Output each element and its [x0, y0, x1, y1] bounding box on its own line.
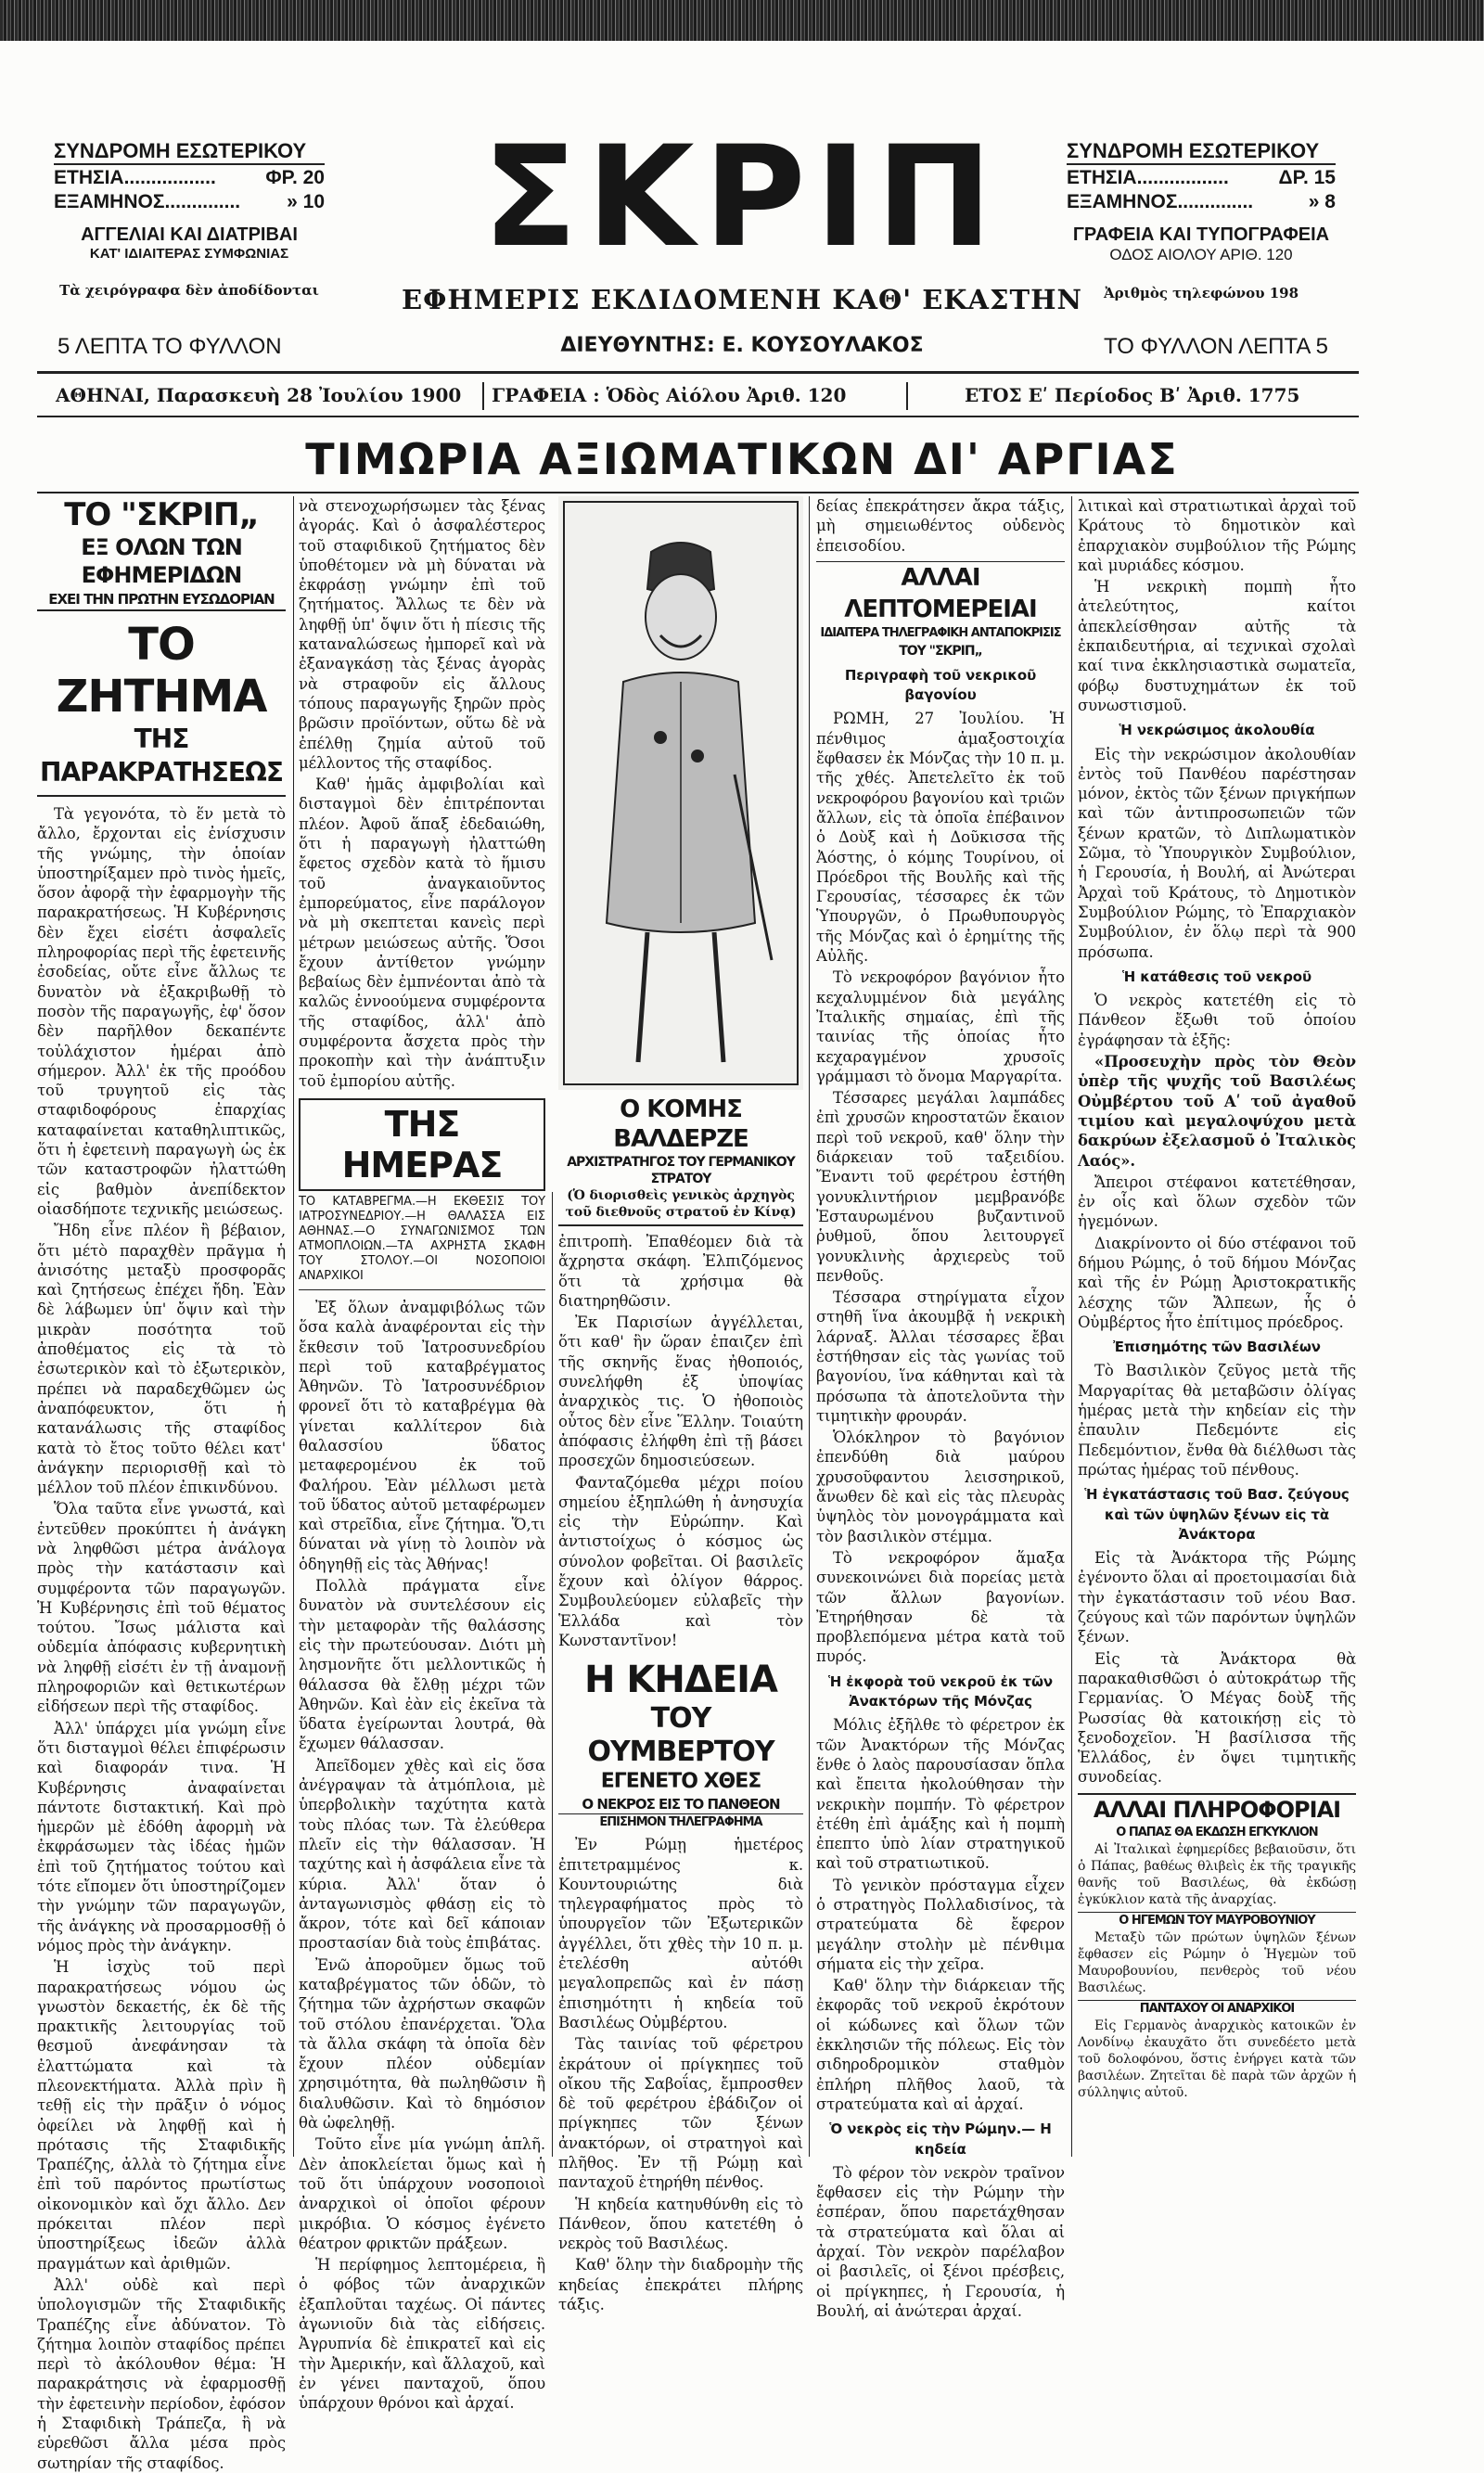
paragraph: Τὸ νεκροφόρον βαγόνιον ἦτο κεχαλυμμένον διὰ μεγάλης Ἰταλικῆς σημαίας, ἐπὶ τῆς ταινίας τῆς ὁποίας ἦτο κεχαραγμένον χρυσοῖς γράμμασι τὸ ὄνομα Μαργαρίτα.	[816, 968, 1065, 1085]
portrait-illustration	[558, 496, 803, 1090]
section-title: ΑΛΛΑΙ ΛΕΠΤΟΜΕΡΕΙΑΙ	[816, 561, 1065, 625]
column-1	[37, 496, 286, 2472]
paragraph: Ἤδη εἶνε πλέον ἢ βέβαιον, ὅτι μέτὸ παραχθὲν πρᾶγμα ἡ ἀνισότης μεταξὺ προσφορᾶς καὶ ζητήσεως ἐπέχει ἤδη. Ἐὰν δὲ λάβωμεν ὑπ' ὄψιν καὶ τὴν μικρὰν ποσότητα τοῦ ἀποθέματος εἰς τὰ τὸ ἐσωτερικὸν καὶ τὸ ἐξωτερικὸν, πρέπει νὰ παραδεχθῶμεν ὡς ἀναπόφευκτον, ὅτι ἡ κατανάλωσις τῆς σταφίδος κατὰ τὸ ἔτος τοῦτο θέλει κατ' ἀνάγκην περιορισθῇ καὶ τὸ μέλλον τοῦ πλέον ἐπικινδύνου.	[37, 1222, 286, 1497]
paragraph: Ἀλλ' οὐδὲ καὶ περὶ ὑπολογισμῶν τῆς Σταφιδικῆς Τραπέζης εἶνε ἀδύνατον. Τὸ ζήτημα λοιπὸν σταφίδος πρέπει περὶ τὸ ἀκόλουθον θέμα: Ἡ παρακράτησις νὰ ἐφαρμοσθῇ τὴν ἐφετεινὴν περίοδον, ἐφόσον ἡ Σταφιδικὴ Τράπεζα, ἢ νὰ εὑρεθῶσι ἄλλα μέσα πρὸς σωτηρίαν τῆς σταφίδος.	[37, 2275, 286, 2472]
kicker-subtitle: ΕΞ ΟΛΩΝ ΤΩΝ ΕΦΗΜΕΡΙΔΩΝ	[81, 534, 242, 588]
paragraph: Ἡ περίφημος λεπτομέρεια, ἢ ὁ φόβος τῶν ἀναρχικῶν ἐξαπλοῦται ταχέως. Οἱ πάντες ἀγωνιοῦν διὰ τὰς εἰδήσεις. Ἀγρυπνία δὲ ἐπικρατεῖ καὶ εἰς τὴν Ἀμερικήν, καὶ ἄλλαχοῦ, καὶ ἐν γένει πανταχοῦ, ὅπου ὑπάρχουν θρόνοι καὶ ἀρχαί.	[299, 2256, 545, 2413]
subhead: Ἡ νεκρώσιμος ἀκολουθία	[1119, 722, 1315, 739]
paragraph: ΡΩΜΗ, 27 Ἰουλίου. Ἡ πένθιμος ἁμαξοστοιχία ἔφθασεν ἐκ Μόνζας τὴν 10 π. μ. τῆς χθές. Ἀπετελεῖτο ἐκ τοῦ νεκροφόρου βαγονίου καὶ τριῶν ἄλλων, εἰς τὰ ὁποῖα ἐπέβαινον ὁ Δοὺξ καὶ ἡ Δοῦκισσα τῆς Ἀόστης, ὁ κόμης Τουρίνου, οἱ Πρόεδροι τῆς Βουλῆς καὶ τῆς Γερουσίας, τέσσαρες ἐκ τῶν Ὑπουργῶν, ὁ Πρωθυπουργὸς τῆς Μόνζας καὶ ὁ ἐρημίτης τῆς Αὐλῆς.	[816, 710, 1065, 966]
dateline	[37, 382, 1359, 414]
address-line: ΟΔΟΣ ΑΙΟΛΟΥ ΑΡΙΘ. 120	[1109, 246, 1293, 263]
paragraph: Ὁλόκληρον τὸ βαγόνιον ἐπενδύθη διὰ μαύρου χρυσοῦφαντου λεισσηρικοῦ, ἄνωθεν δὲ καὶ εἰς τὰς πλευρὰς ὑψηλὸς τὸν μονογράμματα καὶ τὸν βασιλικὸν στέμμα.	[816, 1429, 1065, 1545]
paragraph: Μεταξὺ τῶν πρώτων ὑψηλῶν ξένων ἔφθασεν εἰς Ρώμην ὁ Ἡγεμὼν τοῦ Μαυροβουνίου, πενθερὸς τοῦ νέου Βασιλέως.	[1078, 1929, 1356, 1995]
manuscripts-note: Τὰ χειρόγραφα δὲν ἀποδίδονται	[59, 282, 319, 299]
subscription-row: ΕΞΑΜΗΝΟΣ.............. » 8	[1067, 191, 1336, 212]
funeral-title-5: ΕΠΙΣΗΜΟΝ ΤΗΛΕΓΡΑΦΗΜΑ	[599, 1815, 762, 1830]
paragraph: Τέσσαρες μεγάλαι λαμπάδες ἐπὶ χρυσῶν κηροστατῶν ἔκαιον περὶ τοῦ νεκροῦ, καθ' ὅλην τὴν διάρκειαν τοῦ ταξειδίου. Ἔναντι τοῦ φερέτρου ἐστήθη γονυκλιντήριον μεμβρανόβε Ἐσταυρωμένου βυζαντινοῦ ῥυθμοῦ, ὅπου λειτουργεῖ γονυκλινὴς ἀρχιερεὺς τοῦ πενθοῦς.	[816, 1089, 1065, 1285]
paragraph: Ἐκ Παρισίων ἀγγέλλεται, ὅτι καθ' ἣν ὥραν ἐπαιζεν ἐπὶ τῆς σκηνῆς ἕνας ἠθοποιός, συνελήφθη ἐξ ὑποψίας ἀναρχικὸς τις. Ὁ ἠθοποιὸς οὗτος δὲν εἶνε Ἕλλην. Τοιαύτη ἀπόφασις ἐλήφθη ἐπὶ τῇ βάσει προσεχῶν δημοσιεύσεων.	[558, 1313, 803, 1470]
paragraph: Καθ' ἡμᾶς ἀμφιβολίαι καὶ δισταγμοὶ δὲν ἐπιτρέπονται πλέον. Ἀφοῦ ἅπαξ ἐδεδαιώθη, ὅτι ἡ παραγωγὴ ἠλαττώθη ἔφετος σχεδὸν κατὰ τὸ ἥμισυ τοῦ ἀναγκαιοῦντος ἐμπορεύματος, εἶνε παράλογον νὰ μὴ σκεπτεται κανεὶς περὶ μέτρων μειώσεως αὐτῆς. Ὅσοι ἔχουν ἀντίθετον γνώμην βεβαίως δὲν ἐμπνέονται ἀπὸ τὰ καλῶς ἐννοούμενα συμφέροντα τῆς σταφίδος, ἀλλ' ἀπὸ συμφέροντα ἄσχετα πρὸς τὴν προκοπὴν καὶ τὴν ἀνάπτυξιν τοῦ ἐμπορίου αὐτῆς.	[299, 775, 545, 1090]
subhead: Ἡ ἐκφορὰ τοῦ νεκροῦ ἐκ τῶν Ἀνακτόρων τῆς Μόνζας	[827, 1672, 1054, 1711]
paragraph: Εἰς τὰ Ἀνάκτορα θὰ παρακαθισθῶσι ὁ αὐτοκράτωρ τῆς Γερμανίας. Ὁ Μέγας δοὺξ τῆς Ρωσσίας θὰ κατοικήσῃ εἰς τὸ ξενοδοχεῖον. Ἡ βασίλισσα τῆς Ἑλλάδος, ἐν ὄψει τιμητικῆς συνοδείας.	[1078, 1649, 1356, 1787]
paragraph: Ἀλλ' ὑπάρχει μία γνώμη εἶνε ὅτι δισταγμοὶ θέλει ἐπιφέρωσιν καὶ διαφοράν τινα. Ἡ Κυβέρνησις ἀναφαίνεται πάντοτε διστακτική. Καὶ πρὸ ἡμερῶν μὲ ἐδόθη ἀφορμὴ νὰ ἐκφράσωμεν τὰς ἰδέας ἡμῶν ἐπὶ τοῦ ζητήματος τούτου καὶ τότε εἴπομεν ὅτι ὑποστηρίζομεν τὴν γνώμην τῶν παραγωγῶν, τῆς ἀνάγκης νὰ προσαρμοσθῇ ὁ νόμος πρὸς τὴν ἀνάγκην.	[37, 1719, 286, 1954]
general-portrait-image	[558, 496, 803, 1090]
column-4	[816, 496, 1065, 2320]
paragraph: Ἐνῶ ἀποροῦμεν ὅμως τοῦ καταβρέγματος τῶν ὁδῶν, τὸ ζήτημα τῶν ἀχρήστων σκαφῶν τοῦ στόλου ἐπανέρχεται. Ὅλα τὰ ἄλλα σκάφη τὰ ὁποῖα δὲν ἔχουν πλέον οὐδεμίαν χρησιμότητα, θὰ πωληθῶσιν ἢ διαλυθῶσιν. Καὶ τὸ δημόσιον θὰ ὠφεληθῇ.	[299, 1955, 545, 2133]
paragraph: Τὸ Βασιλικὸν ζεῦγος μετὰ τῆς Μαργαρίτας θὰ μεταβῶσιν ὀλίγας ἡμέρας μετὰ τὴν κηδείαν εἰς τὴν ἐπαυλιν Πεδεμόντε εἰς Πεδεμόντιον, ἔνθα θὰ διέλθωσι τὰς πρώτας ἡμέρας τοῦ πένθους.	[1078, 1362, 1356, 1479]
funeral-title-4: Ο ΝΕΚΡΟΣ ΕΙΣ ΤΟ ΠΑΝΘΕΟΝ	[558, 1795, 803, 1814]
dateline-date: ΑΘΗΝΑΙ, Παρασκευὴ 28 Ἰουλίου 1900	[56, 384, 462, 406]
paragraph: Τὰ γεγονότα, τὸ ἕν μετὰ τὸ ἄλλο, ἔρχονται εἰς ἐνίσχυσιν τῆς γνώμης, τὴν ὁποίαν ὑποστηρίξαμεν πρὸ τινὸς ἡμεῖς, ὅσον ἀφορᾷ τὴν ἐφαρμογὴν τῆς παρακρατήσεως. Ἡ Κυβέρνησις δὲν ἔχει εἰσέτι ἀσφαλεῖς πληροφορίας περὶ τῆς ἐφετεινῆς ἐσοδείας, οὔτε εἶνε ἄλλως τε δυνατὸν νὰ ἐξακριβωθῇ τὸ ποσὸν τῆς παραγωγῆς, ἐφ' ὅσον δὲν παρῆλθον δεκαπέντε τοὐλάχιστον ἡμέραι ἀπὸ σήμερον. Ἀλλ' ἐκ τῆς προόδου τοῦ τρυγητοῦ εἰς τὰς σταφιδοφόρους ἐπαρχίας καταφαίνεται καταθηλιπτικῶς, ὅτι ἡ ἐφετεινὴ παραγωγὴ ὡς ἐκ τῶν καταστροφῶν ἠλαττώθη εἰς βαθμὸν ἀνεπίδεκτον οἱασδήποτε τεχνικῆς μειώσεως.	[37, 805, 286, 1218]
paragraph: «Προσευχὴν πρὸς τὸν Θεὸν ὑπὲρ τῆς ψυχῆς τοῦ Βασιλέως Οὐμβέρτου τοῦ Αʹ τοῦ ἀγαθοῦ τιμίου καὶ μεγαλοψύχου μετὰ δακρύων ἐξελασμοῦ ὁ Ἰταλικὸς Λαός».	[1078, 1053, 1356, 1170]
dateline-offices: ΓΡΑΦΕΙΑ : Ὁδὸς Αἰόλου Ἀριθ. 120	[492, 384, 847, 406]
paragraph: Ἡ κηδεία κατηυθύνθη εἰς τὸ Πάνθεον, ὅπου κατετέθη ὁ νεκρὸς τοῦ Βασιλέως.	[558, 2195, 803, 2253]
paragraph: Τὸ νεκροφόρον ἅμαξα συνεκοινώνει διὰ πορείας μετὰ τῶν ἄλλων βαγονίων. Ἐτηρήθησαν δὲ τὰ προβλεπόμενα μέτρα κατὰ τοῦ πυρός.	[816, 1548, 1065, 1666]
funeral-title-3: ΕΓΕΝΕΤΟ ΧΘΕΣ	[600, 1770, 761, 1794]
paragraph: Εἰς τὴν νεκρώσιμον ἀκολουθίαν ἐντὸς τοῦ Πανθέου παρέστησαν μόνον, ἐκτὸς τῶν ξένων πριγκήπων καὶ τῶν ἀντιπροσωπειῶν τῶν ξένων κρατῶν, τὸ Διπλωματικὸν Σῶμα, τὸ Ὑπουργικὸν Συμβούλιον, ἡ Γερουσία, ἡ Βουλή, αἱ Ἀνώτεραι Ἀρχαὶ τοῦ Κράτους, τὸ Δημοτικὸν Συμβούλιον Ρώμης, τὸ Ἐπαρχιακὸν Συμβούλιον, ἐν ὅλῳ περὶ τὰ 900 πρόσωπα.	[1078, 745, 1356, 961]
column-rule	[293, 496, 294, 2157]
funeral-title: Η ΚΗΔΕΙΑ	[584, 1659, 777, 1702]
portrait-caption-note: (Ὁ διορισθεὶς γενικὸς ἀρχηγὸς τοῦ διεθνοῦς στρατοῦ ἐν Κίνᾳ)	[558, 1187, 803, 1226]
subscription-heading: ΣΥΝΔΡΟΜΗ ΕΣΩΤΕΡΙΚΟΥ	[54, 139, 325, 165]
column-rule	[552, 1192, 553, 2157]
paragraph: λιτικαὶ καὶ στρατιωτικαὶ ἀρχαὶ τοῦ Κράτους τὸ δημοτικὸν καὶ ἐπαρχιακὸν συμβούλιον τῆς Ρώμης καὶ μυριάδες κόσμου.	[1078, 497, 1356, 574]
paragraph: Ἄπειροι στέφανοι κατετέθησαν, ἐν οἷς καὶ ὅλων σχεδὸν τῶν ἡγεμόνων.	[1078, 1172, 1356, 1231]
paragraph: Αἱ Ἰταλικαὶ ἐφημερίδες βεβαιοῦσιν, ὅτι ὁ Πάπας, βαθέως θλιβεὶς ἐκ τῆς τραγικῆς θανῆς τοῦ Βασιλέως, θὰ ἐκδώσῃ ἐγκύκλιον κατὰ τῆς ἀναρχίας.	[1078, 1841, 1356, 1907]
subscription-row: ΕΞΑΜΗΝΟΣ.............. » 10	[54, 191, 325, 212]
paragraph: Ἡ ἰσχὺς τοῦ περὶ παρακρατήσεως νόμου ὡς γνωστὸν δεκαετής, ἐκ δὲ τῆς πρακτικῆς λειτουργίας τοῦ θεσμοῦ ἀνεφάνησαν τὰ ἐλαττώματα καὶ τὰ πλεονεκτήματα. Ἀλλὰ πρὶν ἢ τεθῇ εἰς τὴν πρᾶξιν ὁ νόμος ὀφείλει νὰ ληφθῇ καὶ ἡ πρότασις τῆς Σταφιδικῆς Τραπέζης, ἀλλὰ τὸ ζήτημα εἶνε ἐπὶ τοῦ παρόντος πρωτίστως οἰκονομικὸν καὶ ὄχι ἄλλο. Δεν πρόκειται πλέον περὶ ὑποστηρίξεως ἰδεῶν ἀλλὰ πραγμάτων καὶ ἀριθμῶν.	[37, 1958, 286, 2273]
paragraph: Πολλὰ πράγματα εἶνε δυνατὸν νὰ συντελέσουν εἰς τὴν μεταφορὰν τῆς θαλάσσης εἰς τὴν πρωτεύουσαν. Διότι μὴ λησμονῆτε ὅτι μελλοντικῶς ἡ θάλασσα θὰ ἔλθῃ μέχρι τῶν Ἀθηνῶν. Καὶ ἐὰν εἰς ἐκεῖνα τὰ ὕδατα ἐγείρωνται λουτρά, θὰ ἔχωμεν θάλασσαν.	[299, 1577, 545, 1753]
masthead-title: ΣΚΡΙΠ	[482, 117, 1002, 278]
section-subtitle: ΠΑΝΤΑΧΟΥ ΟΙ ΑΝΑΡΧΙΚΟΙ	[1078, 2000, 1356, 2018]
dateline-rule-top	[37, 371, 1359, 374]
paragraph: Τὰς ταινίας τοῦ φέρετρου ἐκράτουν οἱ πρίγκηπες τοῦ οἴκου τῆς Σαβοΐας, ἔμπροσθεν δὲ τοῦ φερέτρου ἐβάδιζον οἱ πρίγκηπες τῶν ξένων ἀνακτόρων, οἱ στρατηγοὶ καὶ πλῆθος. Ἐν τῇ Ρώμῃ καὶ πανταχοῦ ἐτηρήθη πένθος.	[558, 2035, 803, 2192]
section-subtitle: Ο ΗΓΕΜΩΝ ΤΟΥ ΜΑΥΡΟΒΟΥΝΙΟΥ	[1078, 1912, 1356, 1929]
paragraph: Τέσσαρα στηρίγματα εἶχον στηθῆ ἵνα ἀκουμβᾷ ἡ νεκρικὴ λάρναξ. Ἀλλαι τέσσαρες ἔβαι ἐστήθησαν εἰς τὰς γωνίας τοῦ βαγονίου, ἵνα κάθηνται καὶ τὰ πρόσωπα τὰ ἀποτελοῦντα τὴν τιμητικὴν φρουράν.	[816, 1288, 1065, 1425]
section-title: ΑΛΛΑΙ ΠΛΗΡΟΦΟΡΙΑΙ	[1078, 1793, 1356, 1825]
paragraph: Διακρίνοντο οἱ δύο στέφανοι τοῦ δήμου Ρώμης, ὁ τοῦ δήμου Μόνζας καὶ τῆς ἐν Ρώμῃ Ἀριστοκρατικῆς λέσχης τῶν Ἄλπεων, ἧς ὁ Οὐμβέρτος ἦτο ἐπίτιμος πρόεδρος.	[1078, 1234, 1356, 1331]
paragraph: Ὁ νεκρὸς κατετέθη εἰς τὸ Πάνθεον ἔξωθι τοῦ ὁποίου ἐγράφησαν τὰ ἑξῆς:	[1078, 992, 1356, 1049]
column-5	[1078, 496, 1356, 2157]
section-subtitle: ΙΔΙΑΙΤΕΡΑ ΤΗΛΕΓΡΑΦΙΚΗ ΑΝΤΑΠΟΚΡΙΣΙΣ	[820, 625, 1061, 640]
subscription-row: ΕΤΗΣΙΑ................. ΔΡ. 15	[1067, 167, 1336, 188]
ads-line-sub: ΚΑΤ' ΙΔΙΑΙΤΕΡΑΣ ΣΥΜΦΩΝΙΑΣ	[89, 246, 289, 262]
top-border-band	[0, 0, 1484, 41]
kicker-title: ΤΟ "ΣΚΡΙΠ„	[64, 496, 259, 533]
director-line: ΔΙΕΥΘΥΝΤΗΣ: Ε. ΚΟΥΣΟΥΛΑΚΟΣ	[560, 334, 924, 357]
paragraph: Ἀπεῖδομεν χθὲς καὶ εἰς ὅσα ἀνέγραψαν τὰ ἀτμόπλοια, μὲ ὑπερβολικὴν ταχύτητα κατὰ τοὺς πλόας των. Τὰ ἐλεύθερα πλεῖν εἰς τὴν θάλασσαν. Ἡ ταχύτης καὶ ἡ ἀσφάλεια εἶνε τὰ κύρια. Ἀλλ' ὅταν ὁ ἀνταγωνισμὸς φθάσῃ εἰς τὸ ἄκρον, τότε καὶ δεῖ κάποιαν προστασίαν διὰ τοὺς ἐπιβάτας.	[299, 1756, 545, 1953]
paragraph: Τοῦτο εἶνε μία γνώμη ἁπλῆ. Δὲν ἀποκλείεται ὅμως καὶ ἡ τοῦ ὅτι ὑπάρχουν νοσοποιοὶ ἀναρχικοὶ οἱ ὁποῖοι φέρουν μικρόβια. Ὁ κόσμος ἐγένετο θέατρον φρικτῶν πράξεων.	[299, 2135, 545, 2252]
portrait-caption-sub: ΑΡΧΙΣΤΡΑΤΗΓΟΣ ΤΟΥ ΓΕΡΜΑΝΙΚΟΥ ΣΤΡΑΤΟΥ	[567, 1155, 795, 1186]
paragraph: νὰ στενοχωρήσωμεν τὰς ξένας ἀγοράς. Καὶ ὁ ἀσφαλέστερος τοῦ σταφιδικοῦ ζητήματος δὲν ὑποθέτομεν νὰ μὴ δύναται νὰ ἐκφράσῃ γνώμην ἐπὶ τοῦ ζητήματος. Ἄλλως τε δὲν νὰ ληφθῇ ὑπ' ὄψιν ὅτι ἡ πίεσις τῆς καταναλώσεως ἠμπορεῖ καὶ νὰ ἐξαναγκάσῃ τὰς ξένας ἀγορὰς νὰ στραφοῦν εἰς ἄλλους τόπους παραγωγῆς ξηρῶν πρὸς βρῶσιν προϊόντων, οὕτω δὲ νὰ ἐπέλθῃ ζημία αὐτοῦ τοῦ μέλλοντος τῆς σταφίδος.	[299, 497, 545, 772]
subhead: Ἐπισημότης τῶν Βασιλέων	[1113, 1339, 1321, 1356]
paragraph: Φανταζόμεθα μέχρι ποίου σημείου ἐξηπλώθη ἡ ἀνησυχία εἰς τὴν Εὐρώπην. Καὶ ἀντιστοίχως ὁ κόσμος ὡς σύνολον φοβεῖται. Οἱ βασιλεῖς ἔχουν καὶ ὀλίγον θάρρος. Συμβουλεύομεν εὐλαβεῖς τὴν Ἑλλάδα καὶ τὸν Κωνσταντῖνον!	[558, 1473, 803, 1649]
subhead: Ἡ κατάθεσις τοῦ νεκροῦ	[1121, 967, 1312, 985]
subhead: Περιγραφὴ τοῦ νεκρικοῦ βαγονίου	[844, 666, 1037, 704]
column-box-title: ΤΗΣ ΗΜΕΡΑΣ	[299, 1098, 545, 1191]
paragraph: Ὅλα ταῦτα εἶνε γνωστά, καὶ ἐντεῦθεν προκύπτει ἡ ἀνάγκη νὰ ληφθῶσι μέτρα ἀνάλογα πρὸς τὴν κατάστασιν καὶ συμφέροντα τῶν παραγωγῶν. Ἡ Κυβέρνησις ἐπὶ τοῦ θέματος τούτου. Ἴσως μάλιστα καὶ οὐδεμία ἀπόφασις κυβερνητικὴ νὰ ληφθῇ εἰσέτι ἐν τῇ ἀναμονῇ πληροφοριῶν καὶ θετικωτέρων εἰδήσεων περὶ τῆς σταφίδος.	[37, 1500, 286, 1716]
dateline-sep	[482, 382, 484, 410]
column-rule	[1071, 496, 1072, 2157]
phone-line: Ἀριθμὸς τηλεφώνου 198	[1103, 285, 1299, 301]
section-subtitle: Ο ΠΑΠΑΣ ΘΑ ΕΚΔΩΣΗ ΕΓΚΥΚΛΙΟΝ	[1116, 1825, 1318, 1839]
headline-rule	[37, 492, 1359, 493]
paragraph: ἐπιτροπὴ. Ἐπαθέομεν διὰ τὰ ἄχρηστα σκάφη. Ἐλπιζόμενος ὅτι τὰ χρήσιμα θὰ διατηρηθῶσιν.	[558, 1233, 803, 1310]
column-3	[558, 1095, 803, 2314]
price-left: 5 ΛΕΠΤΑ ΤΟ ΦΥΛΛΟΝ	[58, 334, 282, 359]
paragraph: Ἐν Ρώμῃ ἡμετέρος ἐπιτετραμμένος κ. Κουντουριώτης διὰ τηλεγραφήματος πρὸς τὸ ὑπουργεῖον τῶν Ἐξωτερικῶν ἀγγέλλει, ὅτι χθὲς τὴν 10 π. μ. ἐτελέσθη αὐτόθι μεγαλοπρεπῶς καὶ ἐν πάσῃ ἐπισημότητι ἡ κηδεία τοῦ Βασιλέως Οὐμβέρτου.	[558, 1836, 803, 2031]
paragraph: Μόλις ἐξῆλθε τὸ φέρετρον ἐκ τῶν Ἀνακτόρων τῆς Μόνζας ἕνθε ὁ λαὸς παρουσίασαν ὅπλα καὶ ἔπειτα ἠκολούθησαν τὴν νεκρικὴν πομπήν. Τὸ φέρετρον ἐτέθη ἐπὶ ἁμάξης καὶ ἡ πομπὴ ἐπεπτο ὑπὸ λίαν στρατηγικοῦ καὶ τοῦ στρατιωτικοῦ.	[816, 1716, 1065, 1873]
dateline-sep	[906, 382, 908, 410]
subscription-row: ΕΤΗΣΙΑ................. ΦΡ. 20	[54, 167, 325, 188]
article-title: ΤΟ ΖΗΤΗΜΑ	[56, 619, 267, 723]
price-right: ΤΟ ΦΥΛΛΟΝ ΛΕΠΤΑ 5	[1104, 334, 1329, 359]
paragraph: δείας ἐπεκράτησεν ἄκρα τάξις, μὴ σημειωθέντος οὐδενὸς ἐπεισοδίου.	[816, 497, 1065, 555]
subscription-heading: ΣΥΝΔΡΟΜΗ ΕΣΩΤΕΡΙΚΟΥ	[1067, 139, 1336, 165]
paragraph: Ἡ νεκρικὴ πομπὴ ἦτο ἀτελεύτητος, καίτοι ἀπεκλείσθησαν αὐτῆς τὰ ἐκπαιδευτήρια, αἱ τεχνικαὶ σχολαὶ καί τινα ἐκκλησιαστικὰ σωματεῖα, φόβῳ δυστυχημάτων ἐκ τοῦ συνωστισμοῦ.	[1078, 578, 1356, 714]
portrait-caption: Ο ΚΟΜΗΣ ΒΑΛΔΕΡΖΕ	[613, 1096, 748, 1153]
dateline-issue: ΕΤΟΣ Εʹ Περίοδος Βʹ Ἀριθ. 1775	[965, 384, 1300, 406]
paragraph: Εἰς τὰ Ἀνάκτορα τῆς Ρώμης ἐγένοντο ὅλαι αἱ προετοιμασίαι διὰ τὴν ἐγκατάστασιν τοῦ νέου Βασ. ζεύγους καὶ τῶν παρόντων ὑψηλῶν ξένων.	[1078, 1549, 1356, 1647]
paragraph: Τὸ γενικὸν πρόσταγμα εἶχεν ὁ στρατηγὸς Πολλαδισίνος, τὰ στρατεύματα δὲ ἔφερον μεγάλην στολὴν μὲ πένθιμα σήματα εἰς τὴν χεῖρα.	[816, 1876, 1065, 1973]
column-box-summary: ΤΟ ΚΑΤΑΒΡΕΓΜΑ.—Η ΕΚΘΕΣΙΣ ΤΟΥ ΙΑΤΡΟΣΥΝΕΔΡΙΟΥ.—Η ΘΑΛΑΣΣΑ ΕΙΣ ΑΘΗΝΑΣ.—Ο ΣΥΝΑΓΩΝΙΣΜΟΣ ΤΩΝ ΑΤΜΟΠΛΟΙΩΝ.—ΤΑ ΑΧΡΗΣΤΑ ΣΚΑΦΗ ΤΟΥ ΣΤΟΛΟΥ.—ΟΙ ΝΟΣΟΠΟΙΟΙ ΑΝΑΡΧΙΚΟΙ	[299, 1195, 545, 1290]
paragraph: Ἐξ ὅλων ἀναμφιβόλως τῶν ὅσα καλὰ ἀναφέρονται εἰς τὴν ἔκθεσιν τοῦ Ἰατροσυνεδρίου περὶ τοῦ καταβρέγματος Ἀθηνῶν. Τὸ Ἰατροσυνέδριον φρονεῖ ὅτι τὸ καταβρέγμα θὰ γίνεται καλλίτερον διὰ θαλασσίου ὕδατος μεταφερομένου ἐκ τοῦ Φαλήρου. Ἐὰν μέλλωσι μετὰ τοῦ ὕδατος αὐτοῦ μεταφέρωμεν καὶ στρεῖδια, εἶνε ζήτημα. Ὅ,τι δύναται νὰ γίνῃ τὸ λοιπὸν νὰ ὁδηγηθῇ εἰς τὰς Ἀθήνας!	[299, 1298, 545, 1573]
subhead: Ὁ νεκρὸς εἰς τὴν Ρώμην.— Η κηδεία	[829, 2121, 1052, 2158]
paragraph: Καθ' ὅλην τὴν διαδρομὴν τῆς κηδείας ἐπεκράτει πλήρης τάξις.	[558, 2256, 803, 2314]
ads-line: ΑΓΓΕΛΙΑΙ ΚΑΙ ΔΙΑΤΡΙΒΑΙ	[81, 224, 298, 245]
main-headline: ΤΙΜΩΡΙΑ ΑΞΙΩΜΑΤΙΚΩΝ ΔΙ' ΑΡΓΙΑΣ	[305, 434, 1179, 484]
subhead: Ἡ ἐγκατάστασις τοῦ Βασ. ζεύγους καὶ τῶν ὑψηλῶν ξένων εἰς τὰ Ἀνάκτορα	[1084, 1486, 1350, 1543]
paragraph: Εἰς Γερμανὸς ἀναρχικὸς κατοικῶν ἐν Λονδίνῳ ἐκαυχᾶτο ὅτι συνεδέετο μετὰ τοῦ δολοφόνου, ὅστις ἐνήργει κατὰ τῶν βασιλέων. Ζητεῖται δὲ παρὰ τῶν ἀρχῶν ἡ σύλληψις αὐτοῦ.	[1078, 2018, 1356, 2100]
offices-line: ΓΡΑΦΕΙΑ ΚΑΙ ΤΥΠΟΓΡΑΦΕΙΑ	[1072, 224, 1330, 245]
masthead-subtitle: ΕΦΗΜΕΡΙΣ ΕΚΔΙΔΟΜΕΝΗ ΚΑΘ' ΕΚΑΣΤΗΝ	[401, 284, 1083, 315]
dateline-rule-bottom	[37, 416, 1359, 417]
article-title-2: ΤΗΣ ΠΑΡΑΚΡΑΤΗΣΕΩΣ	[37, 723, 286, 797]
kicker-tagline: ΕΧΕΙ ΤΗΝ ΠΡΩΤΗΝ ΕΥΣΩΔΟΡΙΑΝ	[37, 589, 286, 611]
paragraph: Καθ' ὅλην τὴν διάρκειαν τῆς ἐκφορᾶς τοῦ νεκροῦ ἐκρότουν οἱ κώδωνες καὶ ὅλων τῶν ἐκκλησιῶν τῆς πόλεως. Εἰς τὸν σιδηροδρομικὸν σταθμὸν ἐπλήρη πλῆθος λαοῦ, τὰ στρατεύματα καὶ αἱ ἀρχαί.	[816, 1977, 1065, 2113]
funeral-title-2: ΤΟΥ ΟΥΜΒΕΡΤΟΥ	[587, 1702, 774, 1769]
paragraph: Τὸ φέρον τὸν νεκρὸν τραῖνον ἔφθασεν εἰς τὴν Ρώμην τὴν ἑσπέραν, ὅπου παρετάχθησαν τὰ στρατεύματα καὶ ὅλαι αἱ ἀρχαί. Τὸν νεκρὸν παρέλαβον οἱ βασιλεῖς, οἱ ξένοι πρέσβεις, οἱ πρίγκηπες, ἡ Γερουσία, ἡ Βουλή, αἱ ἀνώτεραι ἀρχαί.	[816, 2163, 1065, 2320]
section-source: ΤΟΥ "ΣΚΡΙΠ„	[899, 643, 982, 659]
column-2	[299, 496, 545, 2413]
column-rule	[809, 496, 810, 2157]
